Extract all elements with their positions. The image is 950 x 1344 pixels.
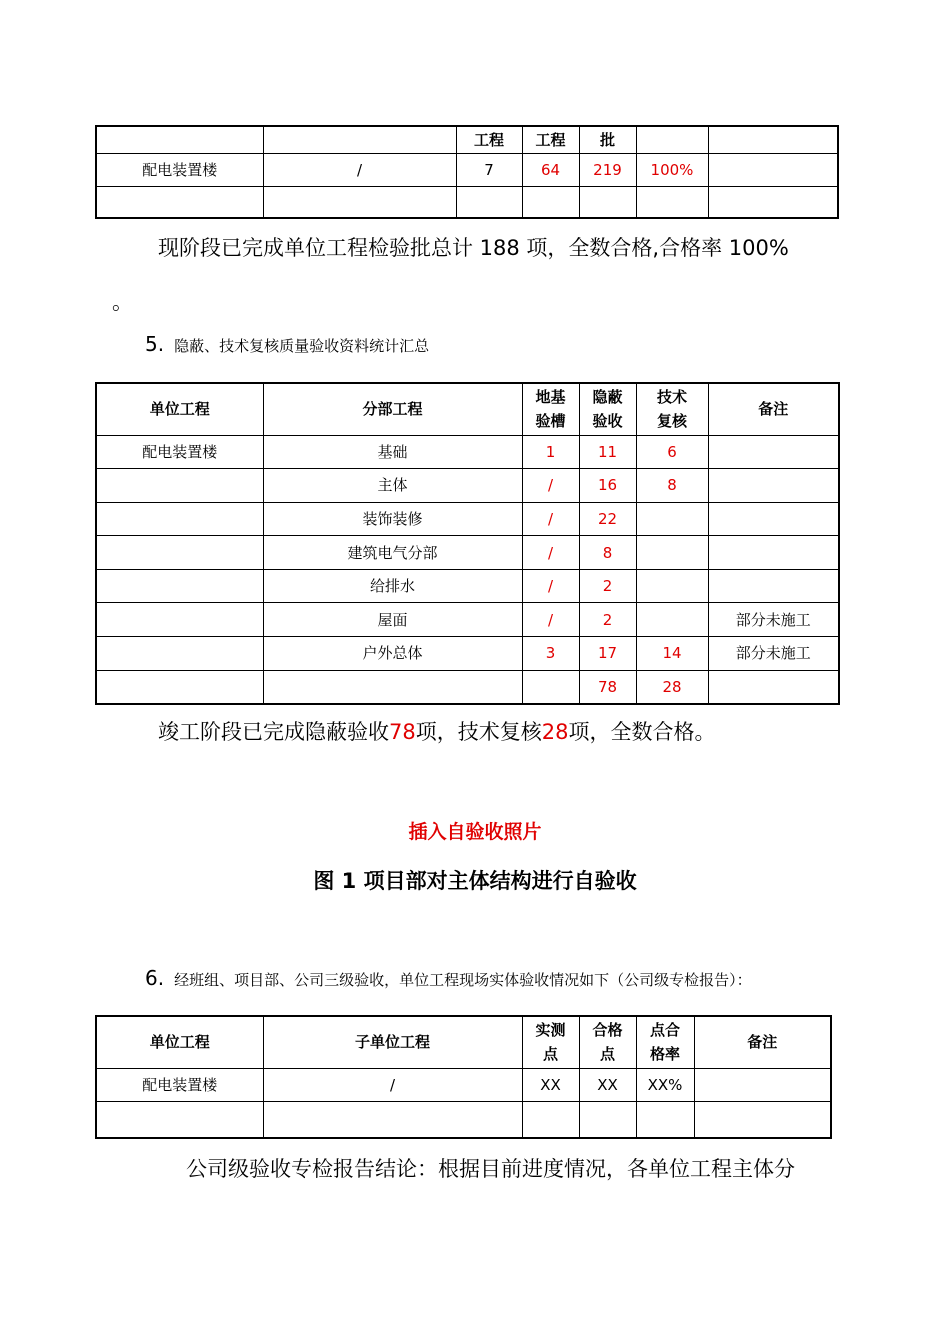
batch-summary-continuation: 。: [112, 290, 133, 314]
table-header-cell: 备注: [708, 383, 839, 435]
table-cell: [96, 637, 263, 671]
table-cell: 17: [579, 637, 636, 671]
inspection-batch-table: [95, 125, 839, 219]
table-header-cell: 技术 复核: [636, 383, 708, 435]
table-row: [96, 502, 839, 536]
table-row: [96, 569, 839, 603]
table-cell: [708, 502, 839, 536]
section-title: 经班组、项目部、公司三级验收，单位工程现场实体验收情况如下（公司级专检报告）：: [174, 971, 752, 989]
table-cell: [708, 126, 838, 153]
table-header-cell: 单位工程: [96, 1016, 263, 1068]
table-cell: 78: [579, 670, 636, 704]
conclusion-paragraph: 公司级验收专检报告结论：根据目前进度情况，各单位工程主体分: [186, 1157, 795, 1181]
table-cell: 建筑电气分部: [263, 536, 522, 570]
table-cell: [708, 670, 839, 704]
table-cell: 11: [579, 435, 636, 469]
table-cell: [636, 126, 708, 153]
table-cell: XX: [522, 1068, 579, 1101]
section-5-heading: [145, 332, 429, 356]
table-cell: 219: [579, 153, 636, 186]
table-cell: [263, 126, 456, 153]
table-cell: [263, 670, 522, 704]
table-header-cell: 合格 点: [579, 1016, 636, 1068]
section-6-heading: [145, 966, 752, 990]
table-cell: 给排水: [263, 569, 522, 603]
table-row: [96, 536, 839, 570]
table-row: [96, 186, 838, 218]
table-cell: 批: [579, 126, 636, 153]
table-cell: [636, 603, 708, 637]
table-cell: 工程: [456, 126, 522, 153]
table-cell: 2: [579, 603, 636, 637]
section-title: 隐蔽、技术复核质量验收资料统计汇总: [174, 337, 430, 355]
figure-caption: 图 1 项目部对主体结构进行自验收: [313, 869, 637, 893]
table-row: [96, 435, 839, 469]
table-header-row: [96, 126, 838, 153]
table-header-cell: 单位工程: [96, 383, 263, 435]
table-row: [96, 670, 839, 704]
table-cell: 100%: [636, 153, 708, 186]
table-cell: [522, 670, 579, 704]
table-cell: 工程: [522, 126, 579, 153]
table-row: [96, 469, 839, 503]
table-header-cell: 备注: [694, 1016, 831, 1068]
table-cell: 7: [456, 153, 522, 186]
table-cell: XX%: [636, 1068, 694, 1101]
table-cell: 配电装置楼: [96, 153, 263, 186]
table-cell: 部分未施工: [708, 637, 839, 671]
table-cell: [636, 536, 708, 570]
table-cell: 8: [579, 536, 636, 570]
table-header-cell: 实测 点: [522, 1016, 579, 1068]
summary-text: 项，技术复核: [415, 720, 542, 744]
table-header-cell: 分部工程: [263, 383, 522, 435]
table-header-cell: 点合 格率: [636, 1016, 694, 1068]
table-cell: 屋面: [263, 603, 522, 637]
table-header-row: [96, 383, 839, 435]
summary-text: 项，全数合格。: [568, 720, 716, 744]
table-cell: 3: [522, 637, 579, 671]
table-cell: XX: [579, 1068, 636, 1101]
batch-summary-paragraph: 现阶段已完成单位工程检验批总计 188 项，全数合格,合格率 100%: [158, 236, 789, 260]
table-header-row: [96, 1016, 831, 1068]
table-cell: /: [522, 502, 579, 536]
table-cell: [96, 502, 263, 536]
table-cell: [636, 569, 708, 603]
table-cell: [96, 126, 263, 153]
table-row: [96, 153, 838, 186]
table-cell: 部分未施工: [708, 603, 839, 637]
table-cell: 14: [636, 637, 708, 671]
table-cell: 6: [636, 435, 708, 469]
table-cell: [708, 153, 838, 186]
tech-count: 28: [541, 720, 569, 744]
table-cell: [694, 1068, 831, 1101]
table-cell: /: [522, 603, 579, 637]
table-cell: 基础: [263, 435, 522, 469]
section-number: 6.: [145, 966, 165, 990]
table-cell: 64: [522, 153, 579, 186]
table-cell: 22: [579, 502, 636, 536]
table-cell: [96, 670, 263, 704]
hidden-summary-paragraph: [158, 716, 715, 746]
company-inspection-table: [95, 1015, 832, 1139]
table-cell: [96, 536, 263, 570]
table-cell: 装饰装修: [263, 502, 522, 536]
table-cell: [708, 569, 839, 603]
table-cell: [96, 603, 263, 637]
table-cell: 28: [636, 670, 708, 704]
hidden-acceptance-table: [95, 382, 840, 705]
table-cell: [708, 536, 839, 570]
table-cell: /: [263, 153, 456, 186]
table-cell: [708, 435, 839, 469]
table-row: [96, 1101, 831, 1138]
table-cell: 主体: [263, 469, 522, 503]
photo-placeholder: 插入自验收照片: [408, 821, 542, 843]
table-row: [96, 1068, 831, 1101]
table-cell: [636, 502, 708, 536]
table-cell: /: [522, 469, 579, 503]
table-cell: /: [263, 1068, 522, 1101]
table-cell: [708, 469, 839, 503]
section-number: 5.: [145, 332, 165, 356]
table-header-cell: 子单位工程: [263, 1016, 522, 1068]
table-cell: 户外总体: [263, 637, 522, 671]
table-cell: [96, 469, 263, 503]
table-cell: 配电装置楼: [96, 435, 263, 469]
table-header-cell: 地基 验槽: [522, 383, 579, 435]
table-header-cell: 隐蔽 验收: [579, 383, 636, 435]
table-cell: 16: [579, 469, 636, 503]
table-cell: [96, 569, 263, 603]
table-row: [96, 637, 839, 671]
table-cell: /: [522, 569, 579, 603]
table-row: [96, 603, 839, 637]
summary-text: 竣工阶段已完成隐蔽验收: [158, 720, 389, 744]
table-cell: /: [522, 536, 579, 570]
table-cell: 配电装置楼: [96, 1068, 263, 1101]
table-cell: 8: [636, 469, 708, 503]
table-cell: 1: [522, 435, 579, 469]
hidden-count: 78: [389, 720, 416, 744]
table-cell: 2: [579, 569, 636, 603]
